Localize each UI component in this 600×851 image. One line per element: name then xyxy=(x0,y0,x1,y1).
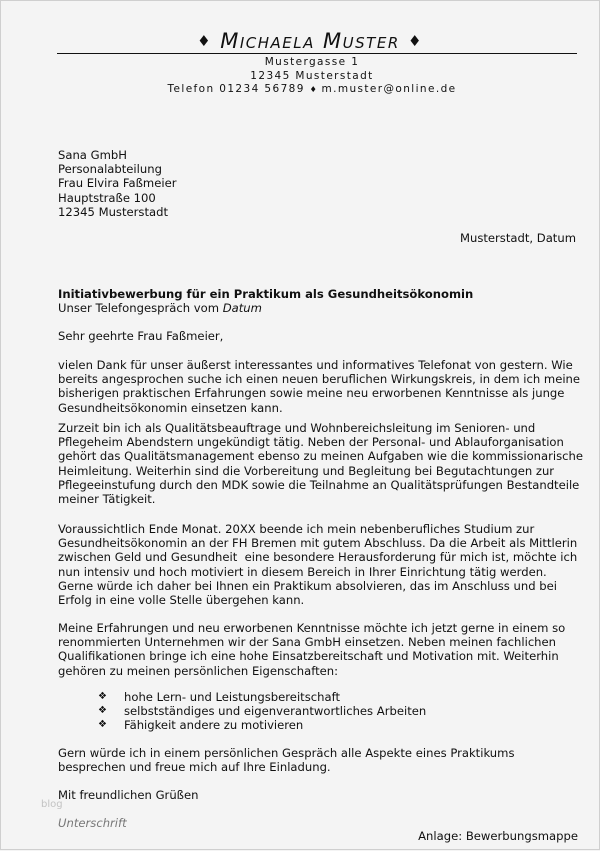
paragraph-line: meiner Tätigkeit. xyxy=(58,492,156,507)
paragraph-line: Pflegeeinstufung durch den MDK sowie die Teilnahme an Qualitätsprüfungen Bestandteile xyxy=(58,477,580,492)
paragraph-current-job xyxy=(58,421,598,506)
diamond-bullet-icon: ❖ xyxy=(98,691,107,702)
sender-phone-email xyxy=(23,83,600,97)
sender-name: Michaela Muster xyxy=(220,29,400,53)
paragraph-interview xyxy=(58,746,598,774)
paragraph-line: Qualifikationen bringe ich eine hohe Einsatzbereitschaft und Motivation mit. Weiterhin xyxy=(58,649,559,664)
recipient-line: Sana GmbH xyxy=(58,148,127,162)
sender-email: m.muster@online.de xyxy=(321,83,457,95)
paragraph-line: gehört das Qualitätsmanagement ebenso zu meinen Aufgaben wie die kommissionarische xyxy=(58,449,584,464)
list-item xyxy=(98,718,426,732)
signature-placeholder: Unterschrift xyxy=(58,816,127,830)
paragraph-line: gehören zu meinen persönlichen Eigenschaften: xyxy=(58,663,339,678)
letter-page xyxy=(1,1,600,851)
diamond-bullet-icon: ❖ xyxy=(98,719,107,731)
paragraph-studies xyxy=(58,522,598,607)
list-item-text: hohe Lern- und Leistungsbereitschaft xyxy=(124,690,341,704)
paragraph-line: Heimleitung. Weiterhin sind die Vorbereitung und Begleitung bei Begutachtungen zur xyxy=(58,463,555,478)
diamond-bullet-icon: ❖ xyxy=(98,705,107,717)
list-item-text: Fähigkeit andere zu motivieren xyxy=(124,718,304,733)
header-divider xyxy=(57,53,577,54)
reference-date: Datum xyxy=(222,301,262,316)
list-item-text: selbstständiges und eigenverantwortliches Arbeiten xyxy=(124,704,427,719)
paragraph-line: besprechen und freue mich auf Ihre Einladung. xyxy=(58,760,331,775)
recipient-line: 12345 Musterstadt xyxy=(58,204,168,219)
subject-block xyxy=(58,287,473,315)
paragraph-line: renommierten Unternehmen wir der Sana GmbH einsetzen. Neben meinen fachlichen xyxy=(58,635,557,650)
paragraph-line: Voraussichtlich Ende Monat. 20XX beende ich mein nebenberufliches Studium zur xyxy=(58,522,535,536)
reference-prefix: Unser Telefongespräch vom xyxy=(58,301,219,316)
paragraph-line: Gesundheitsökonomin an der FH Bremen mit gutem Abschluss. Da die Arbeit als Mittlerin xyxy=(58,536,578,551)
paragraph-line: Gern würde ich in einem persönlichen Gespräch alle Aspekte eines Praktikums xyxy=(58,746,515,760)
list-item xyxy=(98,690,426,704)
subject-title: Initiativbewerbung für ein Praktikum als Gesundheitsökonomin xyxy=(58,287,474,301)
paragraph-qualities xyxy=(58,621,598,678)
paragraph-line: Zurzeit bin ich als Qualitätsbeauftrage und Wohnbereichsleitung im Senioren- und xyxy=(58,421,536,435)
diamond-icon: ♦ xyxy=(309,85,317,94)
recipient-address xyxy=(58,148,176,219)
sender-name-heading xyxy=(1,29,600,53)
recipient-line: Personalabteilung xyxy=(58,162,162,177)
sender-phone: Telefon 01234 56789 xyxy=(167,83,305,95)
watermark: blog xyxy=(41,799,63,810)
paragraph-line: Meine Erfahrungen und neu erworbenen Kenntnisse möchte ich jetzt gerne in einem so xyxy=(58,621,566,635)
subject-reference xyxy=(58,301,473,315)
paragraph-line: nun intensiv und hoch motiviert in diesem Bereich in Ihrer Einrichtung tätig werden. xyxy=(58,564,547,579)
place-date: Musterstadt, Datum xyxy=(459,231,576,245)
salutation: Sehr geehrte Frau Faßmeier, xyxy=(58,329,224,343)
paragraph-line: vielen Dank für unser äußerst interessantes und informatives Telefonat von gestern. Wie xyxy=(58,358,573,372)
diamond-icon: ♦ xyxy=(197,32,213,50)
qualities-list xyxy=(98,690,426,733)
paragraph-line: bereits angesprochen suche ich einen neuen beruflichen Wirkungskreis, in dem ich meine xyxy=(58,372,581,387)
list-item xyxy=(98,704,426,718)
closing: Mit freundlichen Grüßen xyxy=(58,788,199,802)
paragraph-intro xyxy=(58,358,598,415)
paragraph-line: Erfolg in eine volle Stelle übergehen kann. xyxy=(58,593,305,608)
paragraph-line: bisherigen praktischen Erfahrungen sowie meine neu erworbenen Kenntnisse als junge xyxy=(58,386,565,401)
sender-street: Mustergasse 1 xyxy=(264,56,360,68)
sender-city: 12345 Musterstadt xyxy=(250,69,374,82)
paragraph-line: Gesundheitsökonomin einsetzen kann. xyxy=(58,400,283,415)
attachment-note: Anlage: Bewerbungsmappe xyxy=(418,829,578,843)
diamond-icon: ♦ xyxy=(407,32,423,50)
paragraph-line: Gerne würde ich daher bei Ihnen ein Praktikum absolvieren, das im Anschluss und bei xyxy=(58,578,557,593)
recipient-line: Hauptstraße 100 xyxy=(58,190,156,205)
paragraph-line: zwischen Geld und Gesundheit eine besondere Herausforderung für mich ist, möchte ich xyxy=(58,550,578,565)
recipient-line: Frau Elvira Faßmeier xyxy=(58,176,177,191)
paragraph-line: Pflegeheim Abendstern ungekündigt tätig. Neben der Personal- und Ablauforganisation xyxy=(58,435,564,450)
sender-contact xyxy=(1,56,600,97)
